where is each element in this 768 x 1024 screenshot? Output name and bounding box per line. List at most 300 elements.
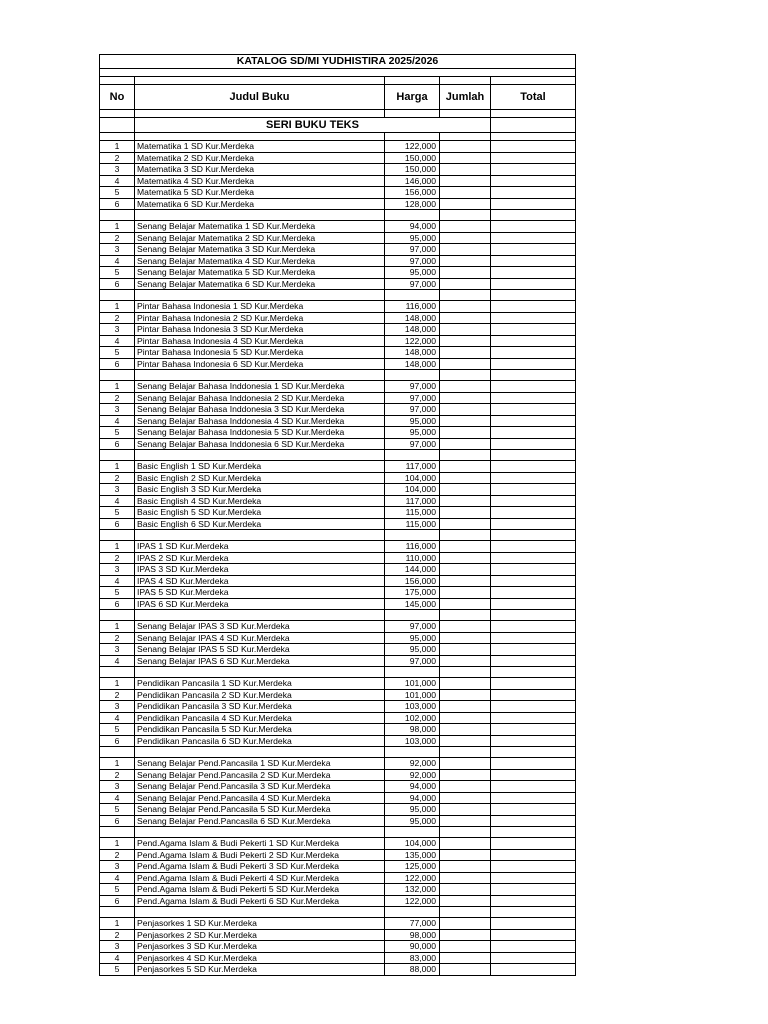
table-row <box>100 301 576 313</box>
item-title: Pendidikan Pancasila 1 SD Kur.Merdeka <box>135 678 385 690</box>
table-row <box>100 964 576 976</box>
item-title: Pend.Agama Islam & Budi Pekerti 2 SD Kur.Merdeka <box>135 849 385 861</box>
total-cell <box>491 461 576 473</box>
total-cell <box>491 598 576 610</box>
group-gap-row <box>100 450 576 461</box>
empty-cell <box>135 210 385 221</box>
group-gap-row <box>100 747 576 758</box>
item-title: Senang Belajar Matematika 6 SD Kur.Merdeka <box>135 278 385 290</box>
qty-cell[interactable] <box>440 849 491 861</box>
qty-cell[interactable] <box>440 324 491 336</box>
item-price: 97,000 <box>385 278 440 290</box>
item-price: 92,000 <box>385 758 440 770</box>
item-price: 175,000 <box>385 587 440 599</box>
item-price: 90,000 <box>385 941 440 953</box>
item-price: 104,000 <box>385 472 440 484</box>
catalog-title: KATALOG SD/MI YUDHISTIRA 2025/2026 <box>100 55 576 69</box>
qty-cell[interactable] <box>440 518 491 530</box>
item-price: 156,000 <box>385 187 440 199</box>
item-title: Pintar Bahasa Indonesia 5 SD Kur.Merdeka <box>135 347 385 359</box>
table-row <box>100 438 576 450</box>
empty-cell <box>100 530 135 541</box>
item-title: Senang Belajar Pend.Pancasila 2 SD Kur.Merdeka <box>135 769 385 781</box>
total-cell <box>491 381 576 393</box>
qty-cell[interactable] <box>440 164 491 176</box>
table-row <box>100 267 576 279</box>
item-price: 145,000 <box>385 598 440 610</box>
empty-cell <box>440 530 491 541</box>
table-row <box>100 278 576 290</box>
qty-cell[interactable] <box>440 312 491 324</box>
empty-cell <box>100 747 135 758</box>
qty-cell[interactable] <box>440 758 491 770</box>
item-title: Senang Belajar IPAS 5 SD Kur.Merdeka <box>135 644 385 656</box>
empty-cell <box>135 907 385 918</box>
table-row <box>100 781 576 793</box>
total-cell <box>491 404 576 416</box>
spacer-row <box>100 69 576 77</box>
item-price: 98,000 <box>385 724 440 736</box>
qty-cell[interactable] <box>440 929 491 941</box>
qty-cell[interactable] <box>440 427 491 439</box>
item-no: 3 <box>100 244 135 256</box>
item-no: 5 <box>100 427 135 439</box>
header-total: Total <box>491 85 576 110</box>
item-no: 1 <box>100 141 135 153</box>
table-row <box>100 472 576 484</box>
item-price: 94,000 <box>385 792 440 804</box>
table-row <box>100 575 576 587</box>
item-no: 5 <box>100 804 135 816</box>
item-no: 2 <box>100 929 135 941</box>
qty-cell[interactable] <box>440 495 491 507</box>
total-cell <box>491 929 576 941</box>
header-title: Judul Buku <box>135 85 385 110</box>
table-row <box>100 632 576 644</box>
empty-cell <box>135 610 385 621</box>
table-row <box>100 655 576 667</box>
qty-cell[interactable] <box>440 278 491 290</box>
item-no: 4 <box>100 415 135 427</box>
table-row <box>100 484 576 496</box>
total-cell <box>491 347 576 359</box>
item-no: 4 <box>100 175 135 187</box>
item-price: 128,000 <box>385 198 440 210</box>
qty-cell[interactable] <box>440 198 491 210</box>
table-row <box>100 164 576 176</box>
total-cell <box>491 781 576 793</box>
table-row <box>100 187 576 199</box>
qty-cell[interactable] <box>440 552 491 564</box>
qty-cell[interactable] <box>440 701 491 713</box>
qty-cell[interactable] <box>440 838 491 850</box>
table-row <box>100 358 576 370</box>
qty-cell[interactable] <box>440 404 491 416</box>
qty-cell[interactable] <box>440 804 491 816</box>
item-no: 2 <box>100 152 135 164</box>
qty-cell[interactable] <box>440 381 491 393</box>
table-row <box>100 952 576 964</box>
item-price: 150,000 <box>385 164 440 176</box>
item-price: 94,000 <box>385 781 440 793</box>
group-gap-row <box>100 827 576 838</box>
qty-cell[interactable] <box>440 301 491 313</box>
total-cell <box>491 758 576 770</box>
qty-cell[interactable] <box>440 244 491 256</box>
empty-cell <box>385 450 440 461</box>
table-row <box>100 724 576 736</box>
qty-cell[interactable] <box>440 232 491 244</box>
empty-cell <box>135 827 385 838</box>
total-cell <box>491 187 576 199</box>
empty-cell <box>491 370 576 381</box>
item-title: Pintar Bahasa Indonesia 4 SD Kur.Merdeka <box>135 335 385 347</box>
item-title: Senang Belajar IPAS 6 SD Kur.Merdeka <box>135 655 385 667</box>
item-price: 110,000 <box>385 552 440 564</box>
qty-cell[interactable] <box>440 781 491 793</box>
empty-cell <box>100 907 135 918</box>
empty-cell <box>135 530 385 541</box>
qty-cell[interactable] <box>440 587 491 599</box>
qty-cell[interactable] <box>440 678 491 690</box>
item-no: 5 <box>100 884 135 896</box>
item-title: Senang Belajar Matematika 1 SD Kur.Merdeka <box>135 221 385 233</box>
item-price: 122,000 <box>385 872 440 884</box>
group-gap-row <box>100 667 576 678</box>
item-no: 5 <box>100 187 135 199</box>
spacer-cell <box>491 77 576 85</box>
section-no-cell <box>100 118 135 133</box>
empty-cell <box>135 667 385 678</box>
item-no: 2 <box>100 632 135 644</box>
item-no: 3 <box>100 781 135 793</box>
item-no: 2 <box>100 849 135 861</box>
item-price: 148,000 <box>385 358 440 370</box>
empty-cell <box>440 907 491 918</box>
table-row <box>100 244 576 256</box>
table-row <box>100 404 576 416</box>
item-title: IPAS 2 SD Kur.Merdeka <box>135 552 385 564</box>
group-gap-row <box>100 370 576 381</box>
item-no: 1 <box>100 541 135 553</box>
item-title: Basic English 5 SD Kur.Merdeka <box>135 507 385 519</box>
total-cell <box>491 141 576 153</box>
qty-cell[interactable] <box>440 267 491 279</box>
item-title: Pendidikan Pancasila 6 SD Kur.Merdeka <box>135 735 385 747</box>
total-cell <box>491 724 576 736</box>
item-price: 104,000 <box>385 484 440 496</box>
total-cell <box>491 552 576 564</box>
qty-cell[interactable] <box>440 895 491 907</box>
table-row <box>100 918 576 930</box>
total-cell <box>491 198 576 210</box>
total-cell <box>491 941 576 953</box>
item-price: 97,000 <box>385 392 440 404</box>
item-title: Penjasorkes 1 SD Kur.Merdeka <box>135 918 385 930</box>
item-price: 94,000 <box>385 221 440 233</box>
item-price: 144,000 <box>385 564 440 576</box>
header-qty: Jumlah <box>440 85 491 110</box>
item-no: 5 <box>100 587 135 599</box>
total-cell <box>491 541 576 553</box>
qty-cell[interactable] <box>440 392 491 404</box>
total-cell <box>491 678 576 690</box>
total-cell <box>491 335 576 347</box>
total-cell <box>491 621 576 633</box>
total-cell <box>491 849 576 861</box>
qty-cell[interactable] <box>440 141 491 153</box>
table-row <box>100 198 576 210</box>
item-title: Pend.Agama Islam & Budi Pekerti 5 SD Kur.Merdeka <box>135 884 385 896</box>
total-cell <box>491 358 576 370</box>
qty-cell[interactable] <box>440 621 491 633</box>
catalog-table <box>99 54 576 976</box>
qty-cell[interactable] <box>440 918 491 930</box>
qty-cell[interactable] <box>440 152 491 164</box>
item-no: 5 <box>100 964 135 976</box>
item-title: Senang Belajar Pend.Pancasila 5 SD Kur.Merdeka <box>135 804 385 816</box>
item-title: Basic English 2 SD Kur.Merdeka <box>135 472 385 484</box>
item-price: 97,000 <box>385 621 440 633</box>
item-no: 6 <box>100 198 135 210</box>
total-cell <box>491 587 576 599</box>
total-cell <box>491 712 576 724</box>
qty-cell[interactable] <box>440 735 491 747</box>
empty-cell <box>385 290 440 301</box>
table-row <box>100 381 576 393</box>
item-title: Pintar Bahasa Indonesia 3 SD Kur.Merdeka <box>135 324 385 336</box>
item-price: 156,000 <box>385 575 440 587</box>
item-title: Senang Belajar Bahasa Inddonesia 3 SD Kur.Merdeka <box>135 404 385 416</box>
qty-cell[interactable] <box>440 769 491 781</box>
qty-cell[interactable] <box>440 872 491 884</box>
qty-cell[interactable] <box>440 724 491 736</box>
group-gap-row <box>100 290 576 301</box>
total-cell <box>491 735 576 747</box>
total-cell <box>491 472 576 484</box>
empty-cell <box>100 210 135 221</box>
item-price: 146,000 <box>385 175 440 187</box>
item-price: 95,000 <box>385 632 440 644</box>
item-no: 2 <box>100 312 135 324</box>
item-price: 148,000 <box>385 312 440 324</box>
item-price: 115,000 <box>385 518 440 530</box>
item-no: 1 <box>100 221 135 233</box>
qty-cell[interactable] <box>440 335 491 347</box>
item-price: 97,000 <box>385 438 440 450</box>
item-price: 101,000 <box>385 678 440 690</box>
table-row <box>100 758 576 770</box>
qty-cell[interactable] <box>440 655 491 667</box>
empty-cell <box>440 290 491 301</box>
item-no: 3 <box>100 644 135 656</box>
spacer-cell <box>135 133 385 141</box>
empty-cell <box>100 827 135 838</box>
qty-cell[interactable] <box>440 221 491 233</box>
total-cell <box>491 175 576 187</box>
qty-cell[interactable] <box>440 255 491 267</box>
item-title: Pend.Agama Islam & Budi Pekerti 3 SD Kur.Merdeka <box>135 861 385 873</box>
section-title: SERI BUKU TEKS <box>135 118 491 133</box>
total-cell <box>491 312 576 324</box>
qty-cell[interactable] <box>440 884 491 896</box>
qty-cell[interactable] <box>440 461 491 473</box>
item-price: 103,000 <box>385 701 440 713</box>
empty-cell <box>385 667 440 678</box>
total-cell <box>491 964 576 976</box>
item-no: 2 <box>100 232 135 244</box>
total-cell <box>491 427 576 439</box>
item-price: 97,000 <box>385 255 440 267</box>
empty-cell <box>385 747 440 758</box>
item-no: 3 <box>100 484 135 496</box>
item-no: 4 <box>100 872 135 884</box>
table-row <box>100 689 576 701</box>
item-price: 148,000 <box>385 347 440 359</box>
total-cell <box>491 632 576 644</box>
item-no: 3 <box>100 324 135 336</box>
item-no: 1 <box>100 918 135 930</box>
item-price: 116,000 <box>385 301 440 313</box>
total-cell <box>491 769 576 781</box>
item-title: IPAS 3 SD Kur.Merdeka <box>135 564 385 576</box>
item-title: IPAS 4 SD Kur.Merdeka <box>135 575 385 587</box>
table-row <box>100 769 576 781</box>
item-price: 102,000 <box>385 712 440 724</box>
spacer-cell <box>491 133 576 141</box>
group-gap-row <box>100 210 576 221</box>
qty-cell[interactable] <box>440 952 491 964</box>
spacer-cell <box>100 133 135 141</box>
item-no: 1 <box>100 678 135 690</box>
empty-cell <box>440 610 491 621</box>
qty-cell[interactable] <box>440 861 491 873</box>
qty-cell[interactable] <box>440 187 491 199</box>
qty-cell[interactable] <box>440 689 491 701</box>
item-no: 3 <box>100 564 135 576</box>
qty-cell[interactable] <box>440 815 491 827</box>
qty-cell[interactable] <box>440 792 491 804</box>
qty-cell[interactable] <box>440 541 491 553</box>
qty-cell[interactable] <box>440 712 491 724</box>
empty-cell <box>100 290 135 301</box>
group-gap-row <box>100 610 576 621</box>
spacer-cell <box>440 133 491 141</box>
qty-cell[interactable] <box>440 438 491 450</box>
item-price: 103,000 <box>385 735 440 747</box>
qty-cell[interactable] <box>440 358 491 370</box>
total-cell <box>491 644 576 656</box>
empty-cell <box>100 450 135 461</box>
empty-cell <box>100 667 135 678</box>
qty-cell[interactable] <box>440 564 491 576</box>
item-title: Senang Belajar Bahasa Inddonesia 5 SD Kur.Merdeka <box>135 427 385 439</box>
spacer-cell <box>385 133 440 141</box>
table-row <box>100 552 576 564</box>
empty-cell <box>491 530 576 541</box>
item-price: 125,000 <box>385 861 440 873</box>
empty-cell <box>135 370 385 381</box>
table-row <box>100 255 576 267</box>
empty-cell <box>491 827 576 838</box>
item-price: 95,000 <box>385 644 440 656</box>
item-no: 3 <box>100 861 135 873</box>
spacer-cell <box>100 77 135 85</box>
item-price: 122,000 <box>385 335 440 347</box>
title-row <box>100 55 576 69</box>
qty-cell[interactable] <box>440 632 491 644</box>
item-title: Senang Belajar IPAS 4 SD Kur.Merdeka <box>135 632 385 644</box>
table-row <box>100 335 576 347</box>
table-row <box>100 895 576 907</box>
qty-cell[interactable] <box>440 175 491 187</box>
total-cell <box>491 884 576 896</box>
item-price: 150,000 <box>385 152 440 164</box>
item-no: 6 <box>100 518 135 530</box>
item-title: Penjasorkes 3 SD Kur.Merdeka <box>135 941 385 953</box>
qty-cell[interactable] <box>440 472 491 484</box>
empty-cell <box>491 907 576 918</box>
header-price: Harga <box>385 85 440 110</box>
qty-cell[interactable] <box>440 941 491 953</box>
table-row <box>100 587 576 599</box>
table-row <box>100 461 576 473</box>
item-title: Senang Belajar Matematika 5 SD Kur.Merdeka <box>135 267 385 279</box>
qty-cell[interactable] <box>440 644 491 656</box>
total-cell <box>491 164 576 176</box>
table-row <box>100 678 576 690</box>
table-row <box>100 175 576 187</box>
total-cell <box>491 267 576 279</box>
item-title: Matematika 3 SD Kur.Merdeka <box>135 164 385 176</box>
spacer-cell <box>440 77 491 85</box>
item-title: Matematika 4 SD Kur.Merdeka <box>135 175 385 187</box>
table-row <box>100 598 576 610</box>
empty-cell <box>385 370 440 381</box>
item-title: Basic English 4 SD Kur.Merdeka <box>135 495 385 507</box>
item-price: 122,000 <box>385 895 440 907</box>
spacer-row <box>100 77 576 85</box>
item-title: Pendidikan Pancasila 3 SD Kur.Merdeka <box>135 701 385 713</box>
empty-cell <box>440 827 491 838</box>
item-no: 6 <box>100 735 135 747</box>
item-title: Basic English 1 SD Kur.Merdeka <box>135 461 385 473</box>
item-price: 148,000 <box>385 324 440 336</box>
item-no: 1 <box>100 381 135 393</box>
spacer-cell <box>135 110 385 118</box>
total-cell <box>491 838 576 850</box>
item-title: Pend.Agama Islam & Budi Pekerti 6 SD Kur.Merdeka <box>135 895 385 907</box>
qty-cell[interactable] <box>440 964 491 976</box>
table-row <box>100 392 576 404</box>
qty-cell[interactable] <box>440 415 491 427</box>
qty-cell[interactable] <box>440 347 491 359</box>
item-price: 135,000 <box>385 849 440 861</box>
item-title: Basic English 6 SD Kur.Merdeka <box>135 518 385 530</box>
qty-cell[interactable] <box>440 484 491 496</box>
item-price: 132,000 <box>385 884 440 896</box>
qty-cell[interactable] <box>440 507 491 519</box>
qty-cell[interactable] <box>440 575 491 587</box>
empty-cell <box>135 450 385 461</box>
empty-cell <box>491 747 576 758</box>
qty-cell[interactable] <box>440 598 491 610</box>
item-price: 115,000 <box>385 507 440 519</box>
item-title: Matematika 6 SD Kur.Merdeka <box>135 198 385 210</box>
empty-cell <box>491 450 576 461</box>
empty-cell <box>385 530 440 541</box>
total-cell <box>491 244 576 256</box>
